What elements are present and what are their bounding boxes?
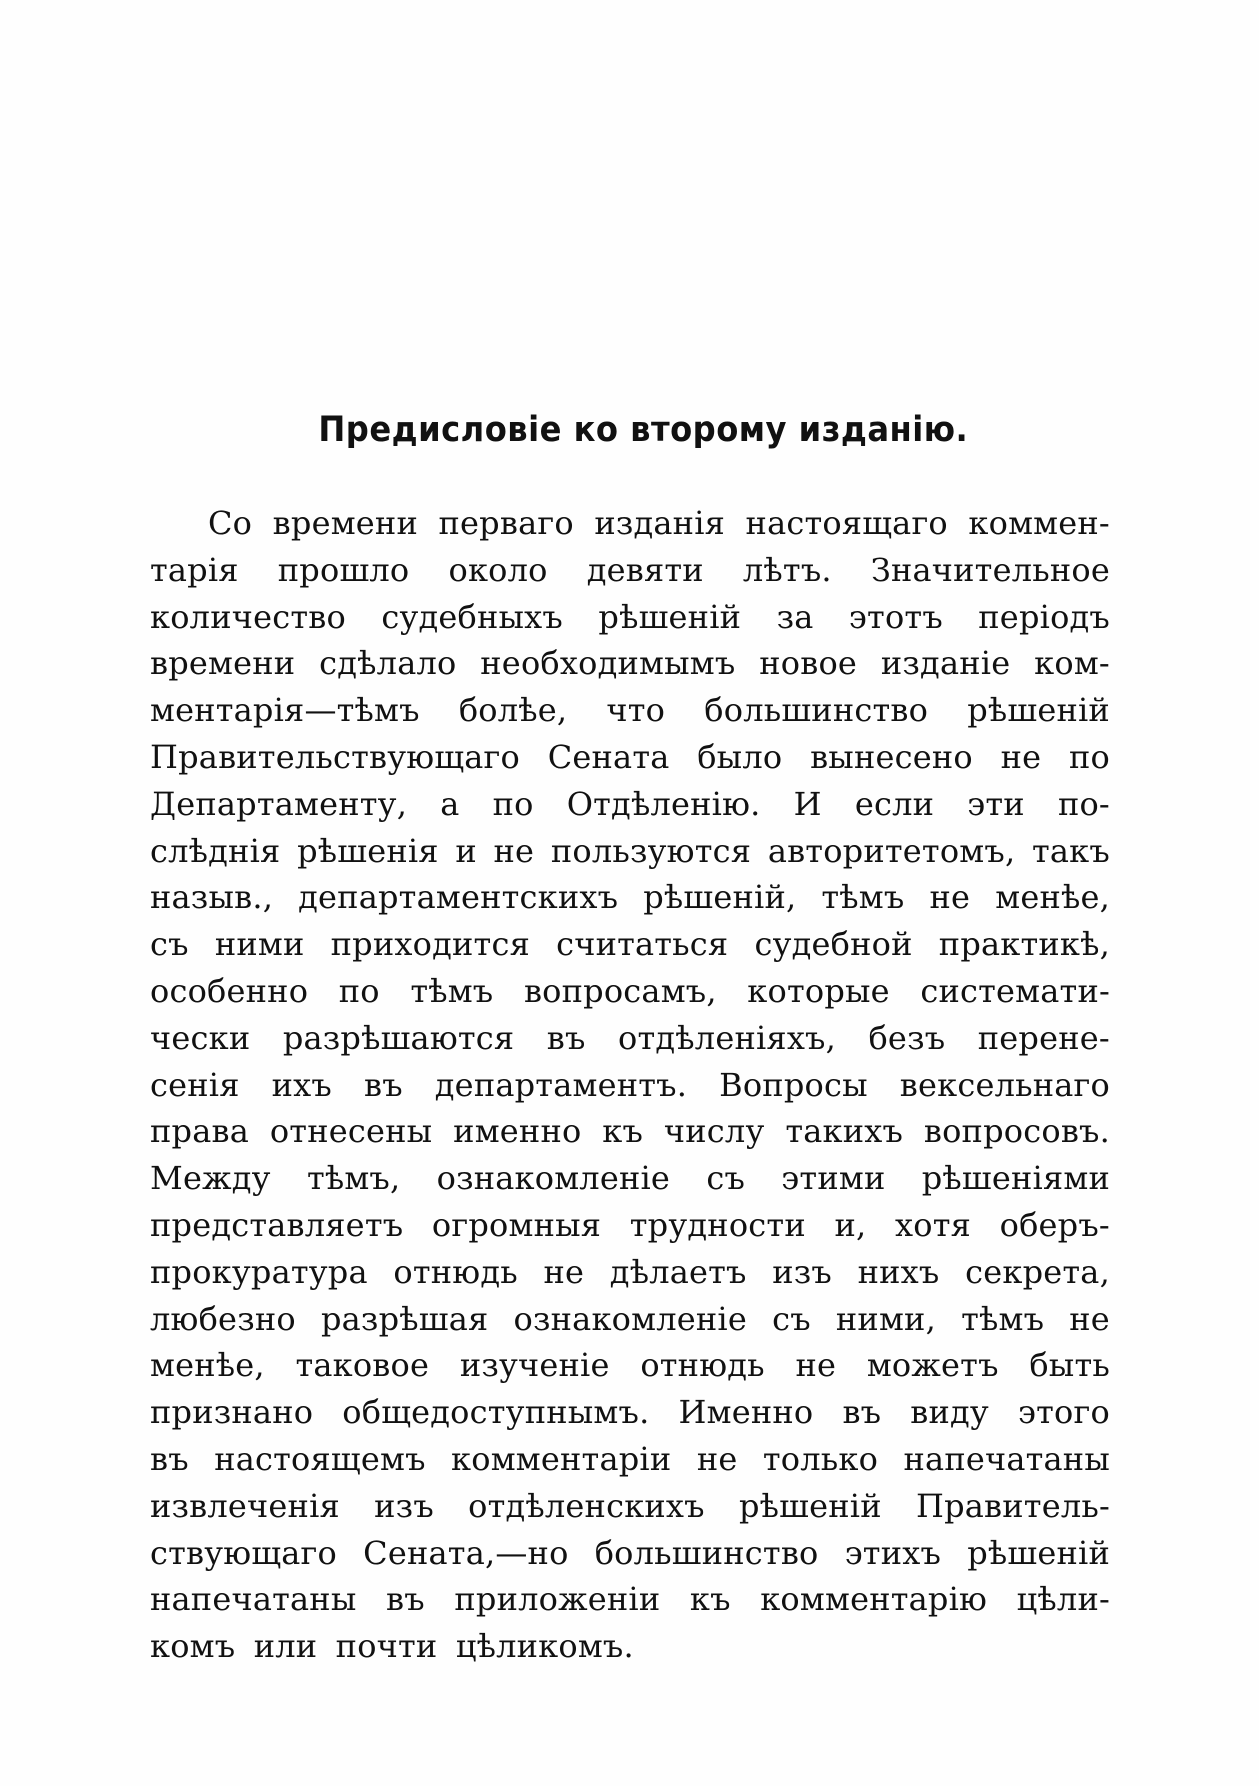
text-line — [150, 828, 1110, 875]
text-word: было — [697, 737, 783, 776]
preface-body — [150, 500, 1110, 1670]
text-word: департаментскихъ — [298, 878, 619, 917]
text-word: сенія — [150, 1065, 240, 1104]
text-word: которые — [747, 971, 890, 1010]
text-word: комъ — [150, 1627, 236, 1666]
text-word: Между — [150, 1159, 271, 1198]
text-line — [150, 1530, 1110, 1577]
text-word: настоящемъ — [214, 1439, 426, 1478]
text-word: права — [150, 1112, 249, 1151]
text-word: изъ — [374, 1486, 434, 1525]
text-word: къ — [602, 1112, 644, 1151]
text-word: разрѣшая — [320, 1299, 489, 1338]
text-word: вопросовъ. — [923, 1112, 1110, 1151]
text-word: вексельнаго — [899, 1065, 1110, 1104]
text-word: или — [253, 1627, 318, 1666]
text-word: и — [455, 831, 477, 870]
text-word: этотъ — [848, 597, 943, 636]
text-word: отнесены — [269, 1112, 433, 1151]
text-word: необходимымъ — [480, 644, 736, 683]
text-line — [150, 734, 1110, 781]
text-word: ихъ — [271, 1065, 332, 1104]
text-word: такъ — [1031, 831, 1110, 870]
text-word: ментарія—тѣмъ — [150, 691, 420, 730]
text-word: отдѣленскихъ — [468, 1486, 705, 1525]
text-word: ними — [214, 925, 305, 964]
text-word: въ — [842, 1393, 882, 1432]
text-word: Сената — [547, 737, 670, 776]
text-word: представляетъ — [150, 1205, 404, 1244]
text-word: комментаріи — [451, 1439, 672, 1478]
text-line — [150, 640, 1110, 687]
text-word: этими — [781, 1159, 886, 1198]
text-word: отдѣленіяхъ, — [618, 1018, 836, 1057]
text-word: вынесено — [810, 737, 973, 776]
text-word: приходится — [330, 925, 530, 964]
text-word: рѣшеній, — [643, 878, 797, 917]
text-word: перене- — [977, 1018, 1110, 1057]
text-word: именно — [453, 1112, 582, 1151]
text-word: съ — [706, 1159, 746, 1198]
text-line — [150, 547, 1110, 594]
text-word: не — [795, 1346, 837, 1385]
text-word: пользуются — [550, 831, 752, 870]
text-word: времени — [150, 644, 296, 683]
text-word: не — [1069, 1299, 1110, 1338]
text-word: признано — [150, 1393, 314, 1432]
text-word: Вопросы — [719, 1065, 868, 1104]
text-word: рѣшеній — [598, 597, 742, 636]
text-word: Сената,—но — [363, 1533, 569, 1572]
text-word: что — [606, 691, 666, 730]
text-word: Со — [208, 504, 253, 542]
text-word: Департаменту, — [150, 784, 408, 823]
text-word: практикѣ, — [938, 925, 1110, 964]
text-word: около — [448, 550, 548, 589]
text-word: прошло — [277, 550, 410, 589]
text-word: Правительствующаго — [150, 737, 520, 776]
text-word: считаться — [556, 925, 729, 964]
text-word: виду — [910, 1393, 989, 1432]
text-line — [150, 1483, 1110, 1530]
text-line — [150, 1389, 1110, 1436]
text-word: за — [776, 597, 814, 636]
text-word: изъ — [772, 1252, 832, 1291]
text-word: въ — [150, 1439, 189, 1478]
text-word: чески — [150, 1018, 251, 1057]
text-line — [150, 968, 1110, 1015]
text-word: комментарію — [760, 1580, 988, 1619]
text-word: изданіе — [880, 644, 1011, 683]
text-word: по — [492, 784, 534, 823]
text-line — [150, 1623, 1110, 1670]
text-line — [150, 594, 1110, 641]
text-word: общедоступнымъ. — [342, 1393, 650, 1432]
text-word: тѣмъ, — [306, 1159, 401, 1198]
text-word: рѣшеніями — [921, 1159, 1110, 1198]
page-heading: Предисловіе ко второму изданію. — [318, 410, 969, 450]
text-word: девяти — [586, 550, 704, 589]
text-word: рѣшеній — [967, 691, 1110, 730]
text-word: коммен- — [968, 504, 1110, 542]
text-word: цѣликомъ. — [455, 1627, 634, 1666]
text-word: по- — [1057, 784, 1110, 823]
text-line — [150, 1249, 1110, 1296]
text-word: авторитетомъ, — [767, 831, 1016, 870]
text-word: Именно — [678, 1393, 814, 1432]
text-line — [150, 1062, 1110, 1109]
text-word: Отдѣленію. — [566, 784, 761, 823]
text-word: отнюдь — [393, 1252, 518, 1291]
text-word: большинство — [594, 1533, 819, 1572]
text-word: любезно — [150, 1299, 296, 1338]
text-word: судебныхъ — [381, 597, 563, 636]
text-word: и, — [834, 1205, 867, 1244]
text-line — [150, 781, 1110, 828]
text-word: разрѣшаются — [282, 1018, 515, 1057]
text-word: по — [338, 971, 380, 1010]
text-word: рѣшенія — [297, 831, 439, 870]
text-word: извлеченія — [150, 1486, 340, 1525]
text-word: отнюдь — [640, 1346, 765, 1385]
text-word: въ — [386, 1580, 425, 1619]
text-word: рѣшеній — [967, 1533, 1110, 1572]
text-word: огромныя — [431, 1205, 602, 1244]
text-word: только — [762, 1439, 879, 1478]
text-word: трудности — [629, 1205, 806, 1244]
text-word: секрета, — [965, 1252, 1110, 1291]
text-word: ознакомленіе — [436, 1159, 671, 1198]
text-word: этихъ — [844, 1533, 942, 1572]
text-word: можетъ — [866, 1346, 999, 1385]
text-word: слѣднія — [150, 831, 281, 870]
text-word: почти — [335, 1627, 438, 1666]
text-word: напечатаны — [903, 1439, 1110, 1478]
text-word: эти — [967, 784, 1025, 823]
text-word: рѣшеній — [738, 1486, 882, 1525]
text-line — [150, 1108, 1110, 1155]
text-word: И — [793, 784, 822, 823]
text-line — [150, 1342, 1110, 1389]
text-line — [150, 1436, 1110, 1483]
text-word: не — [543, 1252, 585, 1291]
text-word: ознакомленіе — [513, 1299, 747, 1338]
text-word: этого — [1018, 1393, 1110, 1432]
text-word: приложеніи — [454, 1580, 661, 1619]
text-word: вопросамъ, — [523, 971, 717, 1010]
text-word: департаментъ. — [434, 1065, 688, 1104]
text-word: въ — [546, 1018, 586, 1057]
text-word: количество — [150, 597, 346, 636]
text-word: судебной — [754, 925, 913, 964]
text-word: лѣтъ. — [742, 550, 832, 589]
text-line — [150, 1202, 1110, 1249]
text-word: не — [696, 1439, 738, 1478]
text-line — [150, 1155, 1110, 1202]
text-line — [150, 874, 1110, 921]
text-word: менѣе, — [995, 878, 1110, 917]
text-word: цѣли- — [1016, 1580, 1110, 1619]
text-word: особенно — [150, 971, 309, 1010]
text-word: къ — [689, 1580, 731, 1619]
text-word: не — [493, 831, 535, 870]
text-word: сдѣлало — [319, 644, 457, 683]
text-line — [150, 921, 1110, 968]
text-word: болѣе, — [458, 691, 568, 730]
text-word: изученіе — [459, 1346, 610, 1385]
text-word: съ — [150, 925, 189, 964]
text-word: перваго — [438, 504, 574, 542]
text-word: дѣлаетъ — [609, 1252, 747, 1291]
text-word: напечатаны — [150, 1580, 357, 1619]
text-word: ствующаго — [150, 1533, 337, 1572]
text-line — [150, 1015, 1110, 1062]
text-line — [150, 1576, 1110, 1623]
text-line — [150, 687, 1110, 734]
text-word: тарія — [150, 550, 239, 589]
text-word: періодъ — [978, 597, 1110, 636]
text-word: Значительное — [870, 550, 1110, 589]
text-word: безъ — [868, 1018, 946, 1057]
text-word: назыв., — [150, 878, 274, 917]
text-word: не — [929, 878, 971, 917]
text-word: настоящаго — [745, 504, 948, 542]
text-word: нихъ — [857, 1252, 940, 1291]
text-word: а — [440, 784, 460, 823]
text-word: таковое — [295, 1346, 430, 1385]
text-word: прокуратура — [150, 1252, 368, 1291]
text-word: тѣмъ — [410, 971, 494, 1010]
text-word: времени — [272, 504, 418, 542]
text-word: тѣмъ — [821, 878, 905, 917]
text-word: съ — [772, 1299, 811, 1338]
text-word: въ — [363, 1065, 403, 1104]
text-word: такихъ — [785, 1112, 904, 1151]
text-word: Правитель- — [915, 1486, 1110, 1525]
text-word: числу — [663, 1112, 765, 1151]
text-word: ком- — [1034, 644, 1110, 683]
text-word: по — [1068, 737, 1110, 776]
text-word: оберъ- — [999, 1205, 1110, 1244]
text-word: новое — [759, 644, 858, 683]
text-word: ними, — [835, 1299, 936, 1338]
text-word: изданія — [594, 504, 726, 542]
text-line — [150, 500, 1110, 547]
text-word: не — [1000, 737, 1042, 776]
text-word: быть — [1029, 1346, 1110, 1385]
text-word: менѣе, — [150, 1346, 265, 1385]
text-word: системати- — [920, 971, 1110, 1010]
text-word: если — [854, 784, 935, 823]
text-word: большинство — [704, 691, 929, 730]
text-word: тѣмъ — [961, 1299, 1045, 1338]
text-word: хотя — [894, 1205, 971, 1244]
text-line — [150, 1296, 1110, 1343]
